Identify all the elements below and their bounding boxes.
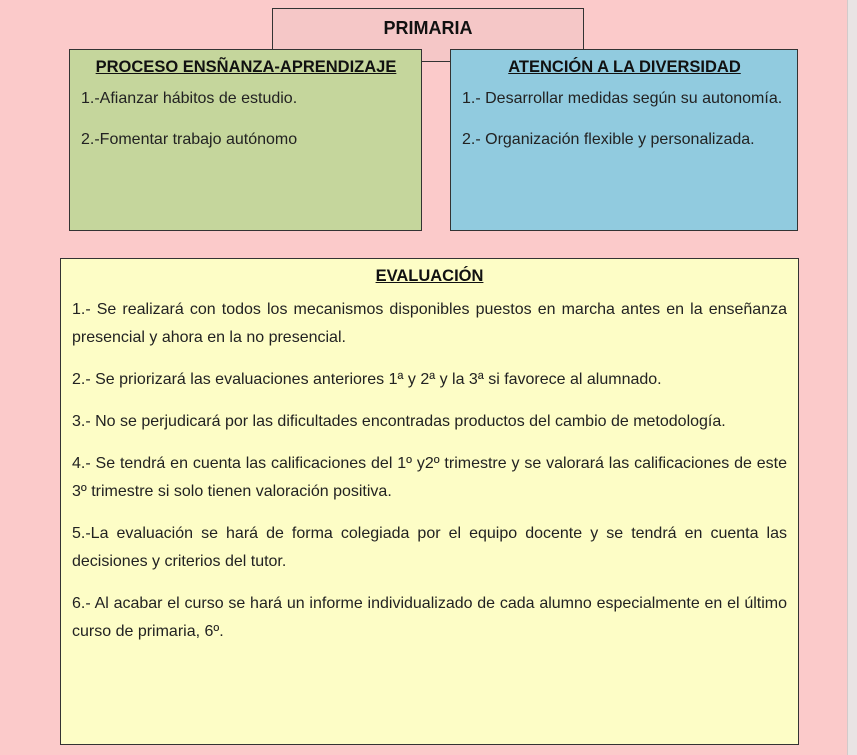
evaluacion-heading: EVALUACIÓN: [375, 267, 484, 285]
evaluacion-item: 2.- Se priorizará las evaluaciones anteriores 1ª y 2ª y la 3ª si favorece al alumnado.: [72, 371, 662, 388]
evaluacion-item: 6.- Al acabar el curso se hará un informe individualizado de cada alumno especialmente en el último curso de primaria, 6º.: [72, 595, 787, 640]
evaluacion-box: [60, 258, 799, 745]
evaluacion-item: 5.-La evaluación se hará de forma colegiada por el equipo docente y se tendrá en cuenta las decisiones y criterios del tutor.: [72, 525, 787, 570]
diversidad-item: 2.- Organización flexible y personalizada.: [462, 131, 755, 148]
page-edge-strip: [847, 0, 857, 755]
evaluacion-item: 3.- No se perjudicará por las dificultades encontradas productos del cambio de metodología.: [72, 413, 726, 430]
primaria-title: PRIMARIA: [383, 18, 473, 38]
evaluacion-item: 1.- Se realizará con todos los mecanismos disponibles puestos en marcha antes en la enseñanza presencial y ahora en la no presencial.: [72, 301, 787, 346]
diversidad-item: 1.- Desarrollar medidas según su autonomía.: [462, 90, 783, 107]
atencion-diversidad-box: [450, 49, 798, 231]
proceso-item: 2.-Fomentar trabajo autónomo: [81, 131, 298, 148]
evaluacion-item: 4.- Se tendrá en cuenta las calificaciones del 1º y2º trimestre y se valorará las calificaciones de este 3º trimestre si solo tienen valoración positiva.: [72, 455, 787, 500]
atencion-diversidad-heading: ATENCIÓN A LA DIVERSIDAD: [508, 58, 741, 76]
proceso-ensenanza-box: [69, 49, 422, 231]
proceso-ensenanza-heading: PROCESO ENSÑANZA-APRENDIZAJE: [95, 58, 397, 76]
proceso-item: 1.-Afianzar hábitos de estudio.: [81, 90, 298, 107]
